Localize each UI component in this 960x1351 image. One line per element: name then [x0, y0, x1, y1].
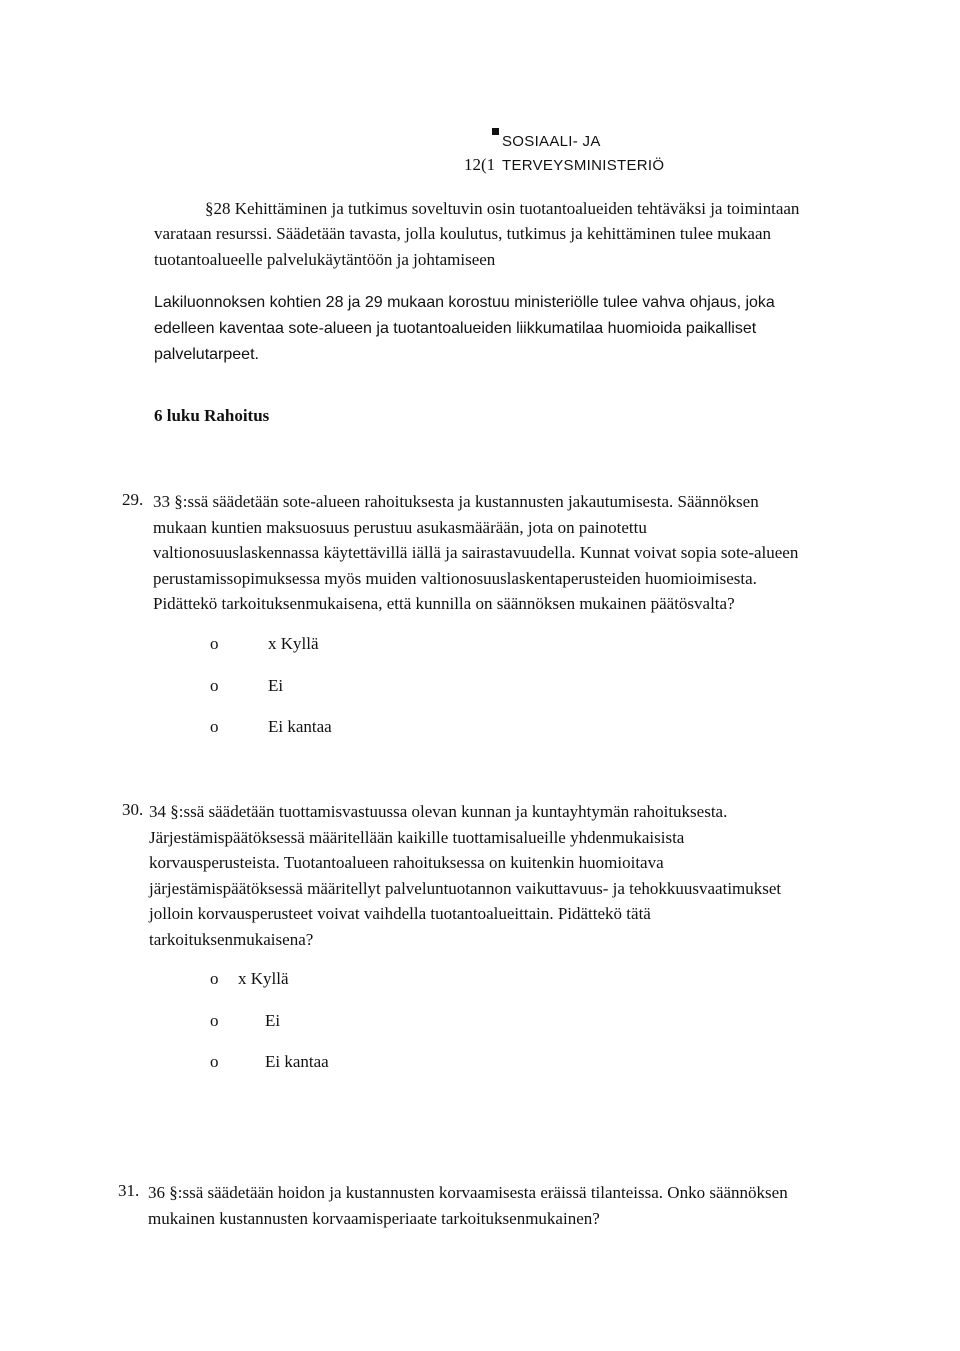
option-marker: o: [210, 969, 219, 988]
option-marker: o: [210, 1052, 219, 1071]
question-31-line2: mukainen kustannusten korvaamisperiaate tarkoituksenmukainen?: [148, 1209, 600, 1228]
org-name-line2: TERVEYSMINISTERIÖ: [502, 157, 665, 174]
chapter-heading: 6 luku Rahoitus: [154, 406, 270, 425]
question-31-number: 31.: [118, 1181, 140, 1200]
org-name-line1: SOSIAALI- JA: [502, 133, 601, 150]
logo-mark: [492, 128, 499, 135]
option-marker: o: [210, 634, 219, 653]
question-30-option-no[interactable]: [210, 1011, 280, 1031]
option-label: Ei kantaa: [265, 1052, 329, 1071]
section28-line2: varataan resurssi. Säädetään tavasta, jolla koulutus, tutkimus ja kehittäminen tulee mukaan: [154, 224, 772, 243]
option-label: x Kyllä: [238, 969, 289, 988]
question-30-line3: korvausperusteista. Tuotantoalueen rahoituksessa on kuitenkin huomioitava: [149, 853, 664, 872]
option-label: x Kyllä: [268, 634, 319, 653]
question-29-line2: mukaan kuntien maksuosuus perustuu asukasmäärään, jota on painotettu: [153, 518, 647, 537]
comment-line1: Lakiluonnoksen kohtien 28 ja 29 mukaan korostuu ministeriölle tulee vahva ohjaus, joka: [154, 294, 775, 311]
option-label: Ei: [268, 676, 284, 695]
question-30-option-yes[interactable]: [210, 969, 289, 989]
question-30-line5: jolloin korvausperusteet voivat vaihdella tuotantoalueittain. Pidättekö tätä: [149, 904, 651, 923]
option-label: Ei: [265, 1011, 281, 1030]
question-31-line1: 36 §:ssä säädetään hoidon ja kustannusten korvaamisesta eräissä tilanteissa. Onko säännöksen: [148, 1183, 788, 1202]
question-29-line1: 33 §:ssä säädetään sote-alueen rahoituksesta ja kustannusten jakautumisesta. Säännöksen: [153, 492, 759, 511]
option-marker: o: [210, 676, 219, 695]
question-30-number: 30.: [122, 800, 144, 819]
question-30-line4: järjestämispäätöksessä määritellyt palveluntuotannon vaikuttavuus- ja tehokkuusvaatimukset: [149, 879, 782, 898]
question-29-option-no-opinion[interactable]: [210, 717, 332, 737]
section28-line1: §28 Kehittäminen ja tutkimus soveltuvin osin tuotantoalueiden tehtäväksi ja toimintaan: [205, 199, 800, 218]
section28-line3: tuotantoalueelle palvelukäytäntöön ja johtamiseen: [154, 250, 496, 269]
question-29-option-no[interactable]: [210, 676, 283, 696]
question-30-option-no-opinion[interactable]: [210, 1052, 329, 1072]
page-number: 12(1: [464, 155, 496, 174]
question-30-line6: tarkoituksenmukaisena?: [149, 930, 314, 949]
option-marker: o: [210, 1011, 219, 1030]
comment-line3: palvelutarpeet.: [154, 346, 259, 363]
comment-line2: edelleen kaventaa sote-alueen ja tuotantoalueiden liikkumatilaa huomioida paikalliset: [154, 320, 757, 337]
question-29-number: 29.: [122, 490, 144, 509]
question-29-line4: perustamissopimuksessa myös muiden valtionosuuslaskentaperusteiden huomioimisesta.: [153, 569, 757, 588]
option-label: Ei kantaa: [268, 717, 332, 736]
option-marker: o: [210, 717, 219, 736]
question-29-option-yes[interactable]: [210, 634, 319, 654]
question-30-line1: 34 §:ssä säädetään tuottamisvastuussa olevan kunnan ja kuntayhtymän rahoituksesta.: [149, 802, 728, 821]
question-30-line2: Järjestämispäätöksessä määritellään kaikille tuottamisalueille yhdenmukaisista: [149, 828, 685, 847]
question-29-line5: Pidättekö tarkoituksenmukaisena, että kunnilla on säännöksen mukainen päätösvalta?: [153, 594, 735, 613]
question-29-line3: valtionosuuslaskennassa käytettävillä iällä ja sairastavuudella. Kunnat voivat sopia sote-alueen: [153, 543, 799, 562]
